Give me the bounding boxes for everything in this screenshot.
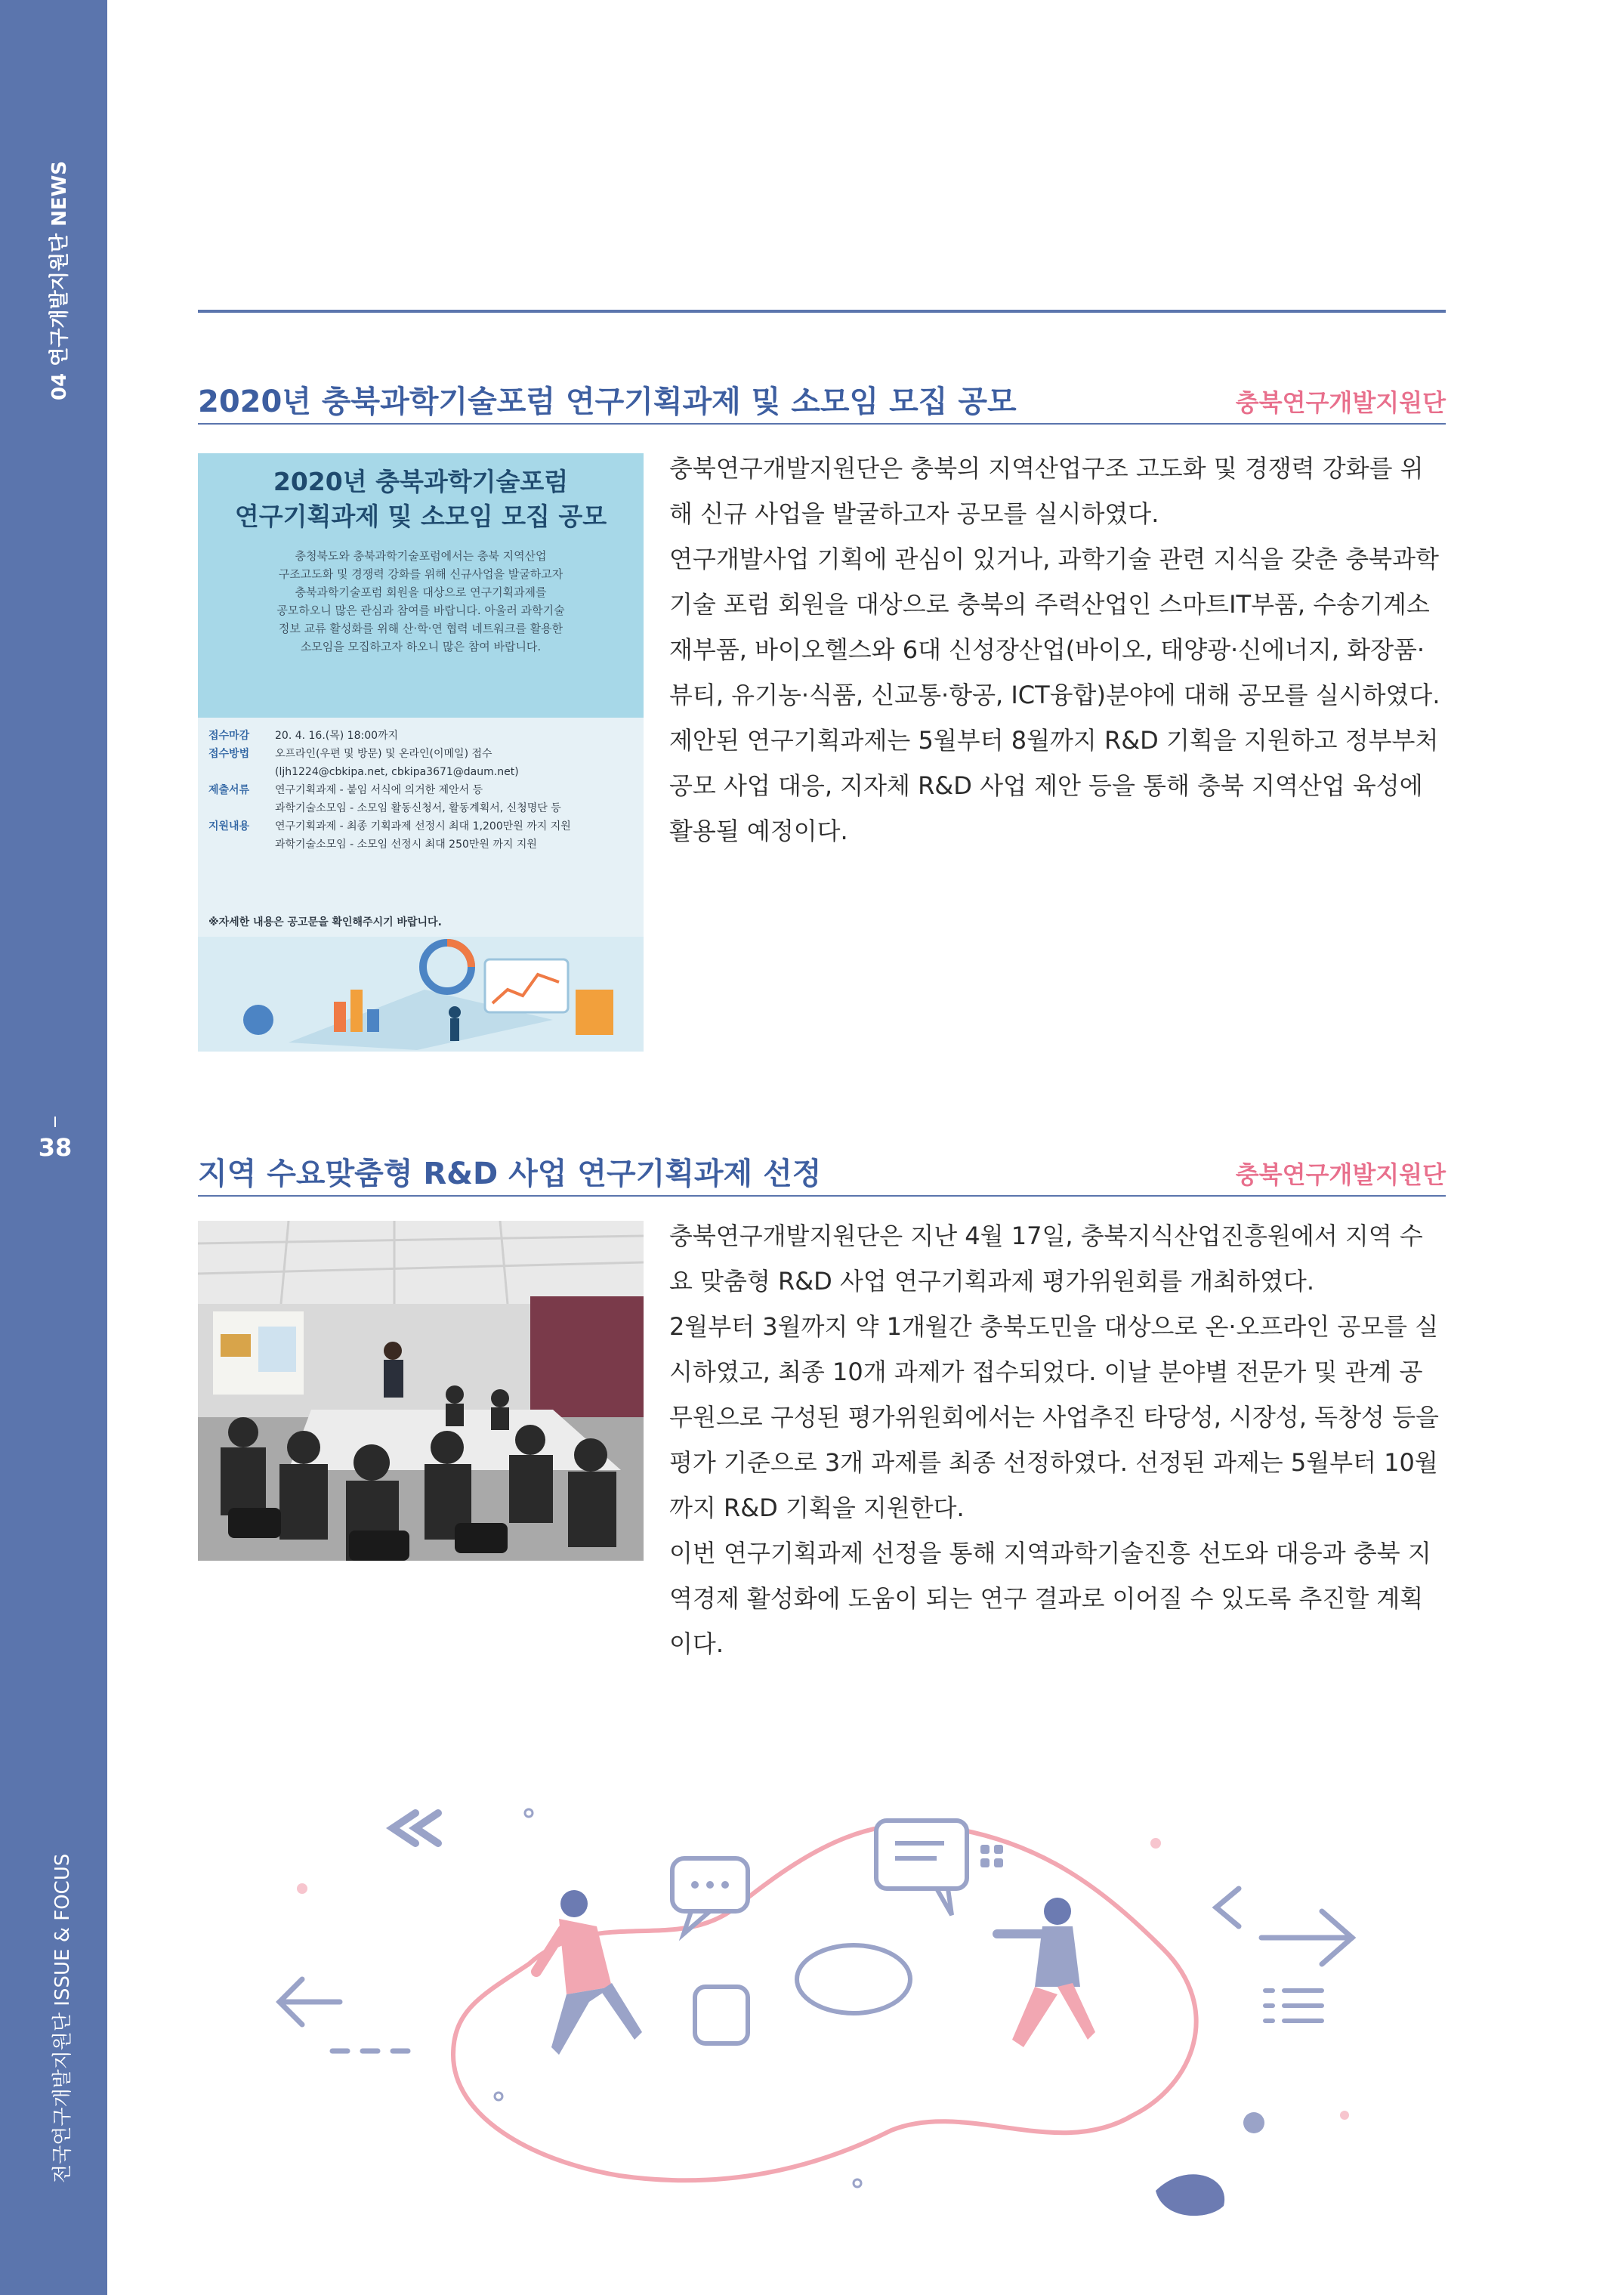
list-icon <box>1265 1991 1322 2021</box>
poster-title-line2: 연구기획과제 및 소모임 모집 공모 <box>234 502 607 531</box>
article1-paragraph: 제안된 연구기획과제는 5월부터 8월까지 R&D 기획을 지원하고 정부부처 공모 사업 대응, 지자체 R&D 사업 제안 등을 통해 충북 지역산업 육성에 활용될 예정이다. <box>669 726 1439 845</box>
poster-info-row: 접수방법 오프라인(우편 및 방문) 및 온라인(이메일) 접수 <box>208 748 492 760</box>
article1-paragraph: 충북연구개발지원단은 충북의 지역산업구조 고도화 및 경쟁력 강화를 위해 신규 사업을 발굴하고자 공모를 실시하였다. <box>669 454 1424 528</box>
poster-intro <box>221 547 621 656</box>
grid-icon <box>980 1845 1003 1867</box>
poster-info-row: 접수마감 20. 4. 16.(목) 18:00까지 <box>208 730 399 742</box>
chevron-left-icon <box>1216 1889 1239 1926</box>
poster-illustration <box>198 937 644 1052</box>
person-left-illustration <box>536 1890 642 2055</box>
poster-info-row: 지원내용 연구기획과제 - 최종 기획과제 선정시 최대 1,200만원 까지 지원 <box>208 820 571 832</box>
poster-info-row: (ljh1224@cbkipa.net, cbkipa3671@daum.net) <box>275 766 519 778</box>
page-number: 38 <box>38 1133 73 1162</box>
article2-paragraph: 2월부터 3월까지 약 1개월간 충북도민을 대상으로 온·오프라인 공모를 실시하였고, 최종 10개 과제가 접수되었다. 이날 분야별 전문가 및 관계 공무원으로 구성된 평가위원회에서는 사업추진 타당성, 시장성, 독창성 등을 평가 기준으로 3개 과제를 최종 선정하였다. 선정된 과제는 5월부터 10월까지 R&D 기획을 지원한다. <box>669 1312 1439 1522</box>
section-label: 04 연구개발지원단 NEWS <box>48 160 71 400</box>
top-divider <box>198 310 1446 313</box>
article1-title: 2020년 충북과학기술포럼 연구기획과제 및 소모임 모집 공모 <box>198 385 1017 419</box>
article2-paragraph: 충북연구개발지원단은 지난 4월 17일, 충북지식산업진흥원에서 지역 수요 맞춤형 R&D 사업 연구기획과제 평가위원회를 개최하였다. <box>669 1222 1423 1296</box>
poster-info-row: 과학기술소모임 - 소모임 활동신청서, 활동계획서, 신청명단 등 <box>275 802 561 814</box>
poster-info <box>208 727 639 854</box>
poster-title-line1: 2020년 충북과학기술포럼 <box>273 467 569 496</box>
article1-org: 충북연구개발지원단 <box>1235 388 1446 417</box>
speech-bubble-icon <box>797 1945 910 2013</box>
poster-info-row: 제출서류 연구기획과제 - 붙임 서식에 의거한 제안서 등 <box>208 784 483 796</box>
poster-intro-line: 구조고도화 및 경쟁력 강화를 위해 신규사업을 발굴하고자 <box>278 567 563 581</box>
poster-note: ※자세한 내용은 공고문을 확인해주시기 바랍니다. <box>208 916 442 928</box>
decorative-illustration <box>257 1798 1420 2221</box>
person-right-illustration <box>997 1898 1095 2047</box>
meeting-photo <box>198 1221 644 1561</box>
page-number-tick <box>54 1117 56 1127</box>
article2-paragraph: 이번 연구기획과제 선정을 통해 지역과학기술진흥 선도와 대응과 충북 지역경제 활성화에 도움이 되는 연구 결과로 이어질 수 있도록 추진할 계획이다. <box>669 1539 1431 1658</box>
poster-header <box>198 453 644 718</box>
poster-intro-line: 정보 교류 활성화를 위해 산·학·연 협력 네트워크를 활용한 <box>278 622 563 635</box>
double-chevron-left-icon <box>393 1813 438 1843</box>
square-bubble-icon <box>695 1987 748 2043</box>
poster-intro-line: 충북과학기술포럼 회원을 대상으로 연구기획과제를 <box>295 585 547 599</box>
article2-divider <box>198 1195 1446 1197</box>
arrow-left-icon <box>279 1979 340 2025</box>
meeting-photo-image <box>198 1221 644 1561</box>
poster-info-row: 과학기술소모임 - 소모임 선정시 최대 250만원 까지 지원 <box>275 839 537 851</box>
article1-paragraph: 연구개발사업 기획에 관심이 있거나, 과학기술 관련 지식을 갖춘 충북과학기술 포럼 회원을 대상으로 충북의 주력산업인 스마트IT부품, 수송기계소재부품, 바이오헬스와 6대 신성장산업(바이오, 태양광·신에너지, 화장품·뷰티, 유기농·식품, 신교통·항공, ICT융합)분야에 대해 공모를 실시하였다. <box>669 545 1440 709</box>
article1-divider <box>198 423 1446 425</box>
article1-body <box>669 446 1446 854</box>
message-bubble-icon <box>876 1821 967 1915</box>
arrow-right-icon <box>1261 1911 1352 1964</box>
poster-intro-line: 소모임을 모집하고자 하오니 많은 참여 바랍니다. <box>300 640 542 653</box>
publication-label: 전국연구개발지원단 ISSUE & FOCUS <box>51 1853 74 2183</box>
poster-intro-line: 공모하오니 많은 관심과 참여를 바랍니다. 아울러 과학기술 <box>276 604 565 617</box>
article2-title: 지역 수요맞춤형 R&D 사업 연구기획과제 선정 <box>198 1157 822 1191</box>
article2-body <box>669 1213 1446 1666</box>
recruitment-poster <box>198 453 644 1052</box>
article2-org: 충북연구개발지원단 <box>1235 1160 1446 1189</box>
poster-intro-line: 충청북도와 충북과학기술포럼에서는 충북 지역산업 <box>295 549 547 563</box>
